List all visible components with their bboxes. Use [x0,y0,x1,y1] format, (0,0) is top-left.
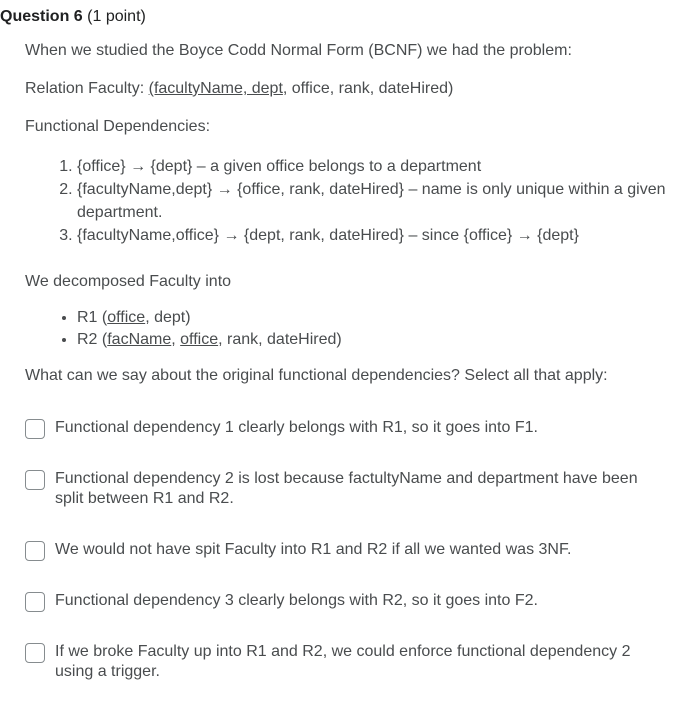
decomp-heading-block [25,272,677,292]
option-2[interactable] [25,469,667,509]
option-5[interactable] [25,642,667,682]
option-checkbox[interactable] [25,470,45,490]
option-4[interactable] [25,591,667,612]
intro-text: When we studied the Boyce Codd Normal Form (BCNF) we had the problem: [25,42,572,59]
question-header [0,8,146,26]
decomp-list [25,307,677,351]
relation-prefix: Relation Faculty: [25,80,149,97]
option-1[interactable] [25,418,667,439]
fd-list-block [25,155,673,247]
fd-item: 1. {office} → {dept} – a given office belongs to a department [77,155,673,178]
option-checkbox[interactable] [25,419,45,439]
option-checkbox[interactable] [25,541,45,561]
relation-r2: • R2 (facName, office, rank, dateHired) [77,329,677,351]
option-label[interactable]: Functional dependency 3 clearly belongs with R2, so it goes into F2. [55,592,538,609]
prompt-text: What can we say about the original functional dependencies? Select all that apply: [25,367,608,384]
fd-item: 3. {facultyName,office} → {dept, rank, dateHired} – since {office} → {dept} [77,224,673,247]
option-checkbox[interactable] [25,592,45,612]
relation-r1: • R1 (office, dept) [77,307,677,329]
option-3[interactable] [25,540,667,561]
option-label[interactable]: Functional dependency 2 is lost because factultyName and department have been split between R1 and R2. [55,470,638,507]
question-text [25,41,677,61]
decomp-list-block [25,307,677,351]
option-label[interactable]: We would not have spit Faculty into R1 and R2 if all we wanted was 3NF. [55,541,572,558]
question-points: (1 point) [87,8,146,25]
question-title: Question 6 [0,8,83,25]
relation-rest: , office, rank, dateHired) [282,80,454,97]
fd-heading-block [25,117,677,137]
fd-item: 2. {facultyName,dept} → {office, rank, dateHired} – name is only unique within a given department. [77,178,673,224]
fd-heading: Functional Dependencies: [25,118,211,135]
option-label[interactable]: Functional dependency 1 clearly belongs with R1, so it goes into F1. [55,419,538,436]
prompt-block [25,366,677,386]
decomp-heading: We decomposed Faculty into [25,273,232,290]
option-checkbox[interactable] [25,643,45,663]
option-label[interactable]: If we broke Faculty up into R1 and R2, we could enforce functional dependency 2 using a trigger. [55,643,631,680]
relation-line [25,79,677,99]
relation-key: (facultyName, dept [148,80,283,97]
fd-list [25,155,673,247]
